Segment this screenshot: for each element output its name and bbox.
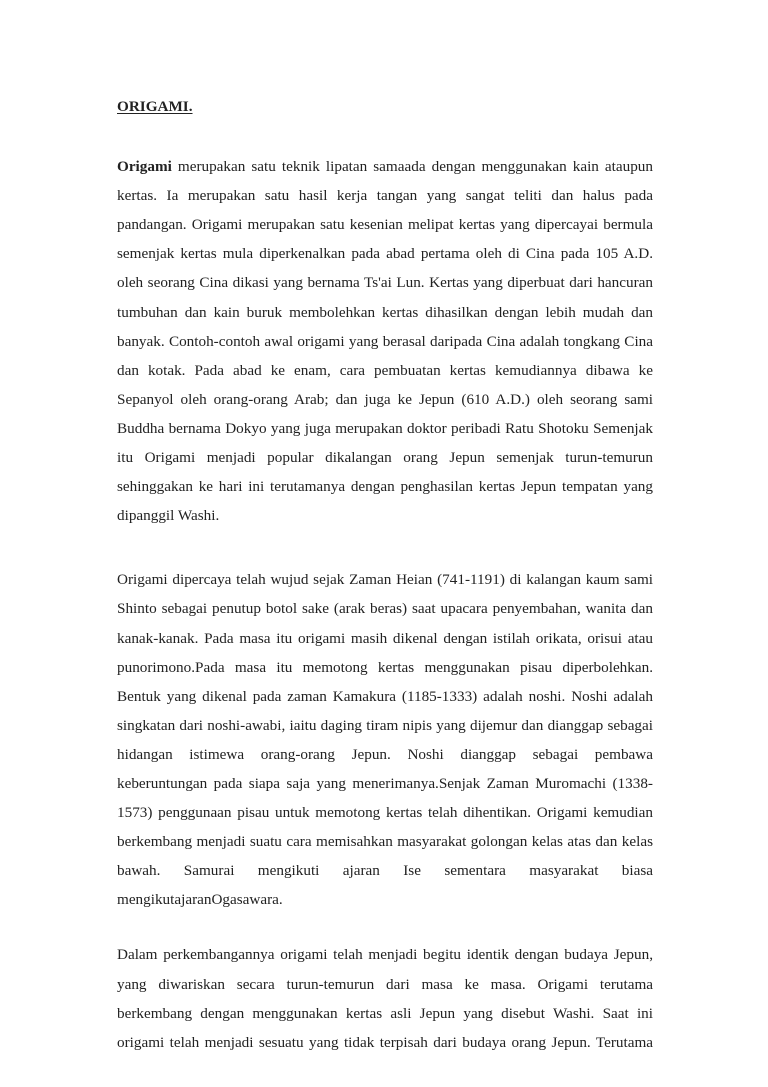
document-page <box>117 92 653 1057</box>
paragraph-3: Dalam perkembangannya origami telah menjadi begitu identik dengan budaya Jepun, yang diwariskan secara turun-temurun dari masa ke masa. Origami terutama berkembang dengan menggunakan kertas asli Jepun yang disebut Washi. Saat ini origami telah menjadi sesuatu yang tidak terpisah dari budaya orang Jepun. Terutama <box>117 946 653 1051</box>
spacer <box>117 530 653 565</box>
paragraph-1-text: merupakan satu teknik lipatan samaada dengan menggunakan kain ataupun kertas. Ia merupakan satu hasil kerja tangan yang sangat teliti dan halus pada pandangan. Origami merupakan satu kesenian melipat kertas yang dipercayai bermula semenjak kertas mula diperkenalkan pada abad pertama oleh di Cina pada 105 A.D. oleh seorang Cina dikasi yang bernama Ts'ai Lun. Kertas yang diperbuat dari hancuran tumbuhan dan kain buruk membolehkan kertas dihasilkan dengan lebih mudah dan banyak. Contoh-contoh awal origami yang berasal daripada Cina adalah tongkang Cina dan kotak. Pada abad ke enam, cara pembuatan kertas kemudiannya dibawa ke Sepanyol oleh orang-orang Arab; dan juga ke Jepun (610 A.D.) oleh seorang sami Buddha bernama Dokyo yang juga merupakan doktor peribadi Ratu Shotoku Semenjak itu Origami menjadi popular dikalangan orang Jepun semenjak turun-temurun sehinggakan ke hari ini terutamanya dengan penghasilan kertas Jepun tempatan yang dipanggil Washi. <box>117 158 653 525</box>
paragraph-1 <box>117 152 653 530</box>
paragraph-2: Origami dipercaya telah wujud sejak Zaman Heian (741-1191) di kalangan kaum sami Shinto sebagai penutup botol sake (arak beras) saat upacara penyembahan, wanita dan kanak-kanak. Pada masa itu origami masih dikenal dengan istilah orikata, orisui atau punorimono.Pada masa itu memotong kertas menggunakan pisau diperbolehkan. Bentuk yang dikenal pada zaman Kamakura (1185-1333) adalah noshi. Noshi adalah singkatan dari noshi-awabi, iaitu daging tiram nipis yang dijemur dan dianggap sebagai hidangan istimewa orang-orang Jepun. Noshi dianggap sebagai pembawa keberuntungan pada siapa saja yang menerimanya.Senjak Zaman Muromachi (1338-1573) penggunaan pisau untuk memotong kertas telah dihentikan. Origami kemudian berkembang menjadi suatu cara memisahkan masyarakat golongan kelas atas dan kelas bawah. Samurai mengikuti ajaran Ise sementara masyarakat biasa mengikutajaranOgasawara. <box>117 571 653 909</box>
document-title: ORIGAMI. <box>117 98 193 115</box>
spacer <box>117 121 653 152</box>
spacer <box>117 914 653 940</box>
paragraph-1-lead: Origami <box>117 158 172 176</box>
